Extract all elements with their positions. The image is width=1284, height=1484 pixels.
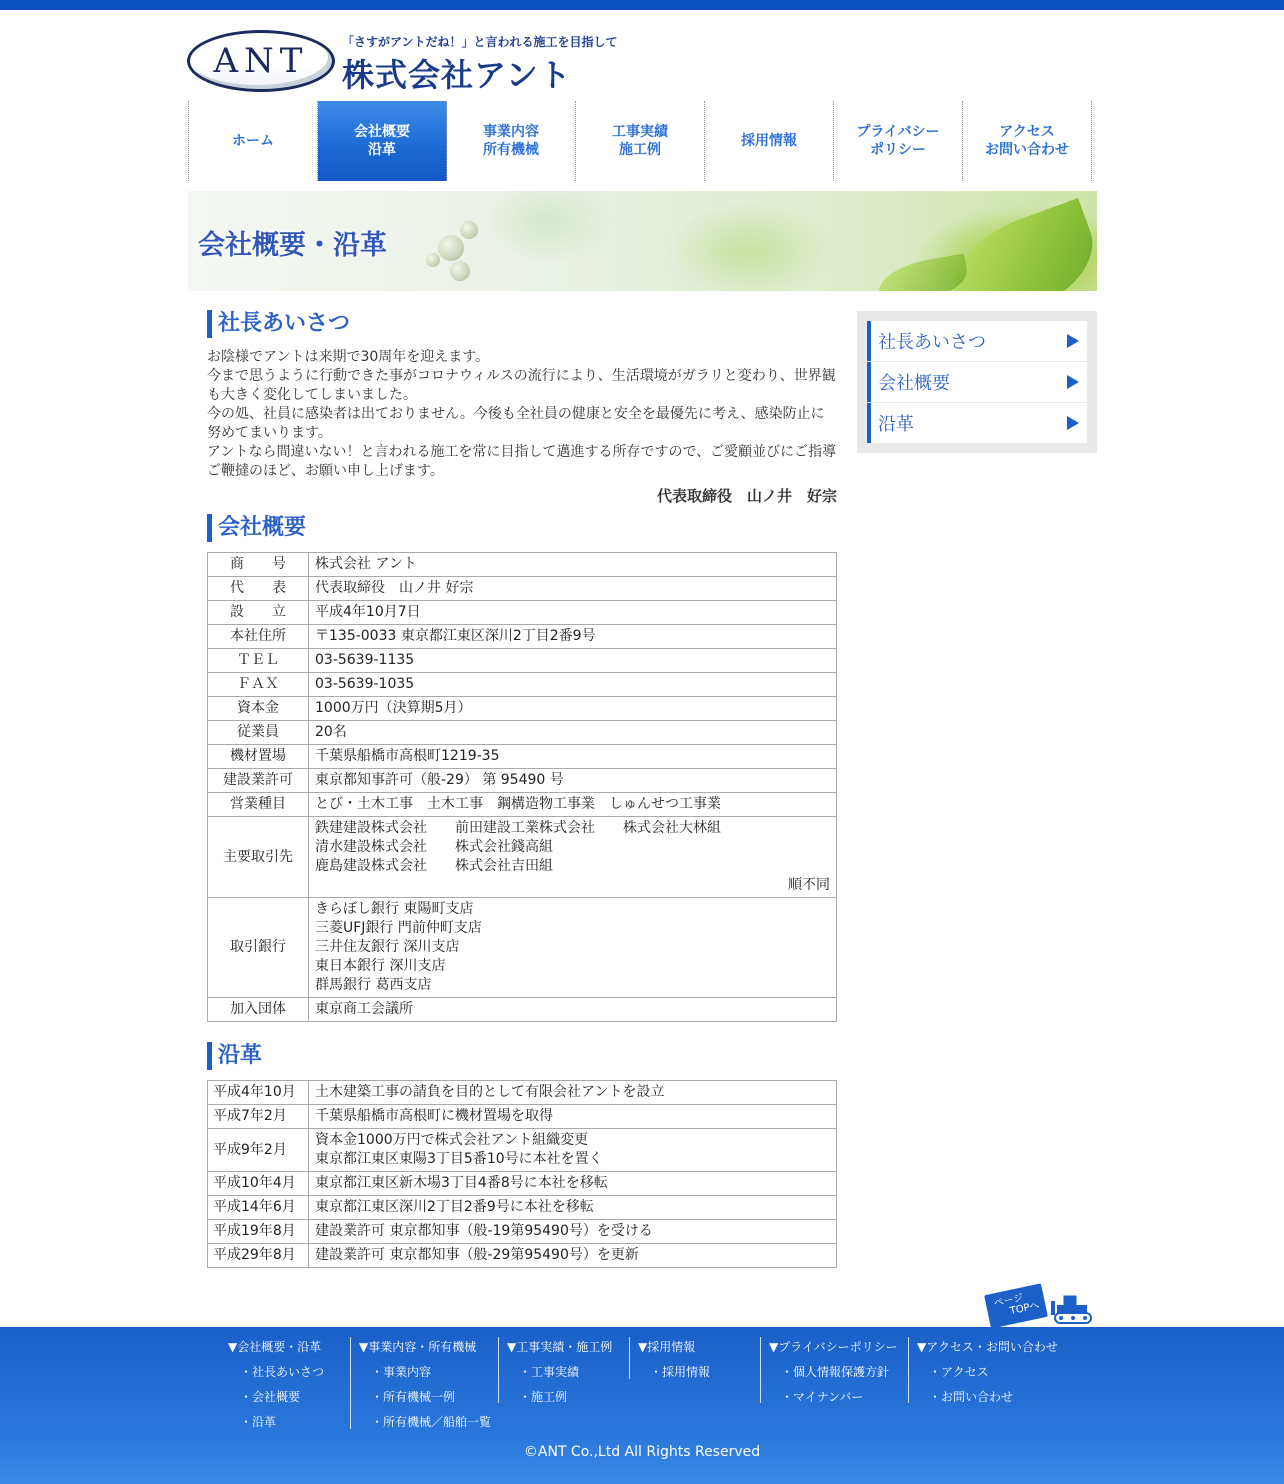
arrow-right-icon: [1067, 416, 1079, 430]
footer-link[interactable]: ・所有機械一例: [371, 1390, 456, 1404]
footer-column-title[interactable]: ▼工事実績・施工例: [507, 1340, 613, 1354]
footer-divider: [760, 1337, 761, 1403]
overview-value: 平成4年10月7日: [309, 601, 837, 625]
history-event-line: 東京都江東区深川2丁目2番9号に本社を移転: [315, 1199, 594, 1215]
footer-column-title[interactable]: ▼アクセス・お問い合わせ: [917, 1340, 1058, 1354]
table-row: [208, 697, 837, 721]
footer-link[interactable]: ・工事実績: [519, 1365, 580, 1379]
bank-line: 三菱UFJ銀行 門前仲町支店: [315, 920, 482, 936]
table-row: [208, 1244, 837, 1268]
nav-company[interactable]: 会社概要 沿革: [318, 101, 447, 181]
overview-key: 資本金: [208, 697, 309, 721]
main-content: [207, 310, 837, 1268]
footer-column: [638, 1335, 710, 1385]
overview-key: 加入団体: [208, 998, 309, 1022]
footer-column: [769, 1335, 898, 1410]
company-logo[interactable]: [187, 30, 335, 92]
overview-value: 東京商工会議所: [309, 998, 837, 1022]
overview-key: 機材置場: [208, 745, 309, 769]
bank-line: 東日本銀行 深川支店: [315, 958, 446, 974]
history-event: [309, 1172, 837, 1196]
footer-link[interactable]: ・マイナンバー: [781, 1390, 864, 1404]
footer-divider: [908, 1337, 909, 1403]
greeting-paragraph: お陰様でアントは来期で30周年を迎えます。: [207, 349, 490, 365]
table-row: [208, 1081, 837, 1105]
footer-divider: [629, 1337, 630, 1379]
footer-column-title[interactable]: ▼プライバシーポリシー: [769, 1340, 898, 1354]
overview-key: 本社住所: [208, 625, 309, 649]
table-row: [208, 721, 837, 745]
sidebar-item-label: 会社概要: [878, 373, 950, 394]
table-row: [208, 601, 837, 625]
tagline: 「さすがアントだね！」と言われる施工を目指して: [342, 35, 618, 49]
bank-line: 群馬銀行 葛西支店: [315, 977, 432, 993]
footer-column-title[interactable]: ▼会社概要・沿革: [228, 1340, 322, 1354]
history-date: 平成10年4月: [208, 1172, 309, 1196]
footer-link[interactable]: ・事業内容: [371, 1365, 432, 1379]
footer-column: [507, 1335, 612, 1410]
history-event-line: 東京都江東区新木場3丁目4番8号に本社を移転: [315, 1175, 608, 1191]
overview-key: ＦＡＸ: [208, 673, 309, 697]
nav-business[interactable]: 事業内容 所有機械: [447, 101, 576, 181]
company-history-table: [207, 1080, 837, 1268]
sidebar-menu: [857, 311, 1097, 453]
table-row: [208, 1172, 837, 1196]
client-line: 清水建設株式会社 株式会社錢高組: [315, 839, 553, 855]
history-event: [309, 1244, 837, 1268]
bank-line: きらぼし銀行 東陽町支店: [315, 901, 474, 917]
arrow-right-icon: [1067, 375, 1079, 389]
history-event: [309, 1196, 837, 1220]
history-event: [309, 1220, 837, 1244]
overview-key: 設 立: [208, 601, 309, 625]
table-row: [208, 998, 837, 1022]
overview-value: 株式会社 アント: [309, 553, 837, 577]
footer-column-title[interactable]: ▼採用情報: [638, 1340, 696, 1354]
overview-value: 03-5639-1035: [309, 673, 837, 697]
page-top-label: TOPへ: [1008, 1300, 1041, 1318]
sidebar-item-greeting[interactable]: [867, 321, 1087, 361]
footer-link[interactable]: ・沿革: [240, 1415, 277, 1429]
clients-order-note: 順不同: [788, 877, 830, 893]
banner-leaf-decoration: [875, 253, 971, 291]
page-title: 会社概要・沿革: [198, 230, 387, 261]
table-row: [208, 745, 837, 769]
history-date: 平成9年2月: [208, 1129, 309, 1172]
footer-link[interactable]: ・施工例: [519, 1390, 568, 1404]
page-top-button[interactable]: [985, 1287, 1097, 1327]
banks-value: [309, 898, 837, 998]
nav-access[interactable]: アクセス お問い合わせ: [963, 101, 1092, 181]
overview-key: 営業種目: [208, 793, 309, 817]
greeting-paragraph: 今の処、社員に感染者は出ておりません。今後も全社員の健康と安全を最優先に考え、感染防止に努めてまいります。: [207, 406, 825, 441]
footer-link[interactable]: ・アクセス: [929, 1365, 989, 1379]
sidebar-item-history[interactable]: [867, 403, 1087, 443]
overview-value: 〒135-0033 東京都江東区深川2丁目2番9号: [309, 625, 837, 649]
company-overview-table: [207, 552, 837, 1022]
section-heading-greeting: 社長あいさつ: [207, 310, 837, 338]
president-signature: 代表取締役 山ノ井 好宗: [656, 487, 837, 505]
footer-divider: [498, 1337, 499, 1403]
history-event-line: 建設業許可 東京都知事（般-29第95490号）を更新: [315, 1247, 639, 1263]
table-row: [208, 769, 837, 793]
footer-column: [228, 1335, 324, 1435]
table-row: [208, 793, 837, 817]
bank-line: 三井住友銀行 深川支店: [315, 939, 460, 955]
overview-key: 商 号: [208, 553, 309, 577]
copyright: ©ANT Co.,Ltd All Rights Reserved: [523, 1444, 761, 1460]
footer-link[interactable]: ・所有機械／船舶一覧: [371, 1415, 492, 1429]
history-event: [309, 1081, 837, 1105]
table-row: [208, 577, 837, 601]
site-footer: [0, 1327, 1284, 1484]
footer-link[interactable]: ・会社概要: [240, 1390, 301, 1404]
banner-berry-decoration: [426, 253, 440, 267]
greeting-paragraph: アントなら間違いない！と言われる施工を常に目指して邁進する所存ですので、ご愛顧並びにご指導ご鞭撻のほど、お願い申し上げます。: [207, 444, 837, 479]
overview-value: 千葉県船橋市高根町1219-35: [309, 745, 837, 769]
table-row: [208, 1196, 837, 1220]
sidebar-item-overview[interactable]: [867, 362, 1087, 402]
banner-berry-decoration: [450, 261, 470, 281]
page-top-label: ページ: [992, 1292, 1025, 1310]
table-row: [208, 673, 837, 697]
table-row: [208, 817, 837, 898]
overview-key: 従業員: [208, 721, 309, 745]
greeting-text: [207, 348, 837, 481]
overview-value: 代表取締役 山ノ井 好宗: [309, 577, 837, 601]
page-top-sign: [984, 1283, 1048, 1328]
arrow-right-icon: [1067, 334, 1079, 348]
table-row: [208, 625, 837, 649]
overview-value: 20名: [309, 721, 837, 745]
overview-value: 03-5639-1135: [309, 649, 837, 673]
overview-key: 建設業許可: [208, 769, 309, 793]
global-nav: [188, 101, 1093, 181]
nav-privacy[interactable]: プライバシー ポリシー: [834, 101, 963, 181]
history-date: 平成29年8月: [208, 1244, 309, 1268]
table-row: [208, 1220, 837, 1244]
history-date: 平成14年6月: [208, 1196, 309, 1220]
greeting-paragraph: 今まで思うように行動できた事がコロナウィルスの流行により、生活環境がガラリと変わり、世界観も大きく変化してしまいました。: [207, 368, 836, 403]
table-row: [208, 649, 837, 673]
footer-column: [917, 1335, 1058, 1410]
history-event: [309, 1129, 837, 1172]
overview-key: 主要取引先: [208, 817, 309, 898]
logo-text: ANT: [213, 41, 309, 81]
overview-key: 取引銀行: [208, 898, 309, 998]
history-date: 平成19年8月: [208, 1220, 309, 1244]
overview-value: 東京都知事許可（般-29） 第 95490 号: [309, 769, 837, 793]
footer-link[interactable]: ・社長あいさつ: [240, 1365, 325, 1379]
history-date: 平成4年10月: [208, 1081, 309, 1105]
history-event-line: 千葉県船橋市高根町に機材置場を取得: [315, 1108, 553, 1124]
clients-value: [309, 817, 837, 898]
company-name: 株式会社アント: [342, 56, 572, 94]
page-banner: [188, 191, 1097, 291]
footer-column: [359, 1335, 491, 1435]
bulldozer-icon: [1049, 1291, 1095, 1325]
history-event-line: 東京都江東区東陽3丁目5番10号に本社を置く: [315, 1151, 603, 1167]
top-accent-bar: [0, 0, 1284, 10]
history-date: 平成7年2月: [208, 1105, 309, 1129]
table-row: [208, 1105, 837, 1129]
overview-key: 代 表: [208, 577, 309, 601]
table-row: [208, 898, 837, 998]
footer-column-title[interactable]: ▼事業内容・所有機械: [359, 1340, 477, 1354]
history-event: [309, 1105, 837, 1129]
history-event-line: 建設業許可 東京都知事（般-19第95490号）を受ける: [315, 1223, 653, 1239]
section-heading-history: 沿革: [207, 1042, 837, 1070]
footer-divider: [350, 1337, 351, 1429]
table-row: [208, 553, 837, 577]
banner-berry-decoration: [438, 235, 464, 261]
footer-link[interactable]: ・個人情報保護方針: [781, 1365, 890, 1379]
table-row: [208, 1129, 837, 1172]
sidebar-item-label: 沿革: [878, 414, 914, 435]
nav-home[interactable]: ホーム: [189, 101, 318, 181]
overview-value: 1000万円（決算期5月）: [309, 697, 837, 721]
nav-works[interactable]: 工事実績 施工例: [576, 101, 705, 181]
footer-link[interactable]: ・採用情報: [650, 1365, 711, 1379]
sidebar-item-label: 社長あいさつ: [878, 332, 986, 353]
history-event-line: 資本金1000万円で株式会社アント組織変更: [315, 1132, 589, 1148]
overview-value: とび・土木工事 土木工事 鋼構造物工事業 しゅんせつ工事業: [309, 793, 837, 817]
overview-key: ＴＥＬ: [208, 649, 309, 673]
footer-link[interactable]: ・お問い合わせ: [929, 1390, 1014, 1404]
banner-berry-decoration: [460, 221, 478, 239]
client-line: 鹿島建設株式会社 株式会社吉田組: [315, 858, 553, 874]
history-event-line: 土木建築工事の請負を目的として有限会社アントを設立: [315, 1084, 665, 1100]
nav-recruit[interactable]: 採用情報: [705, 101, 834, 181]
section-heading-overview: 会社概要: [207, 514, 837, 542]
client-line: 鉄建建設株式会社 前田建設工業株式会社 株式会社大林組: [315, 820, 721, 836]
